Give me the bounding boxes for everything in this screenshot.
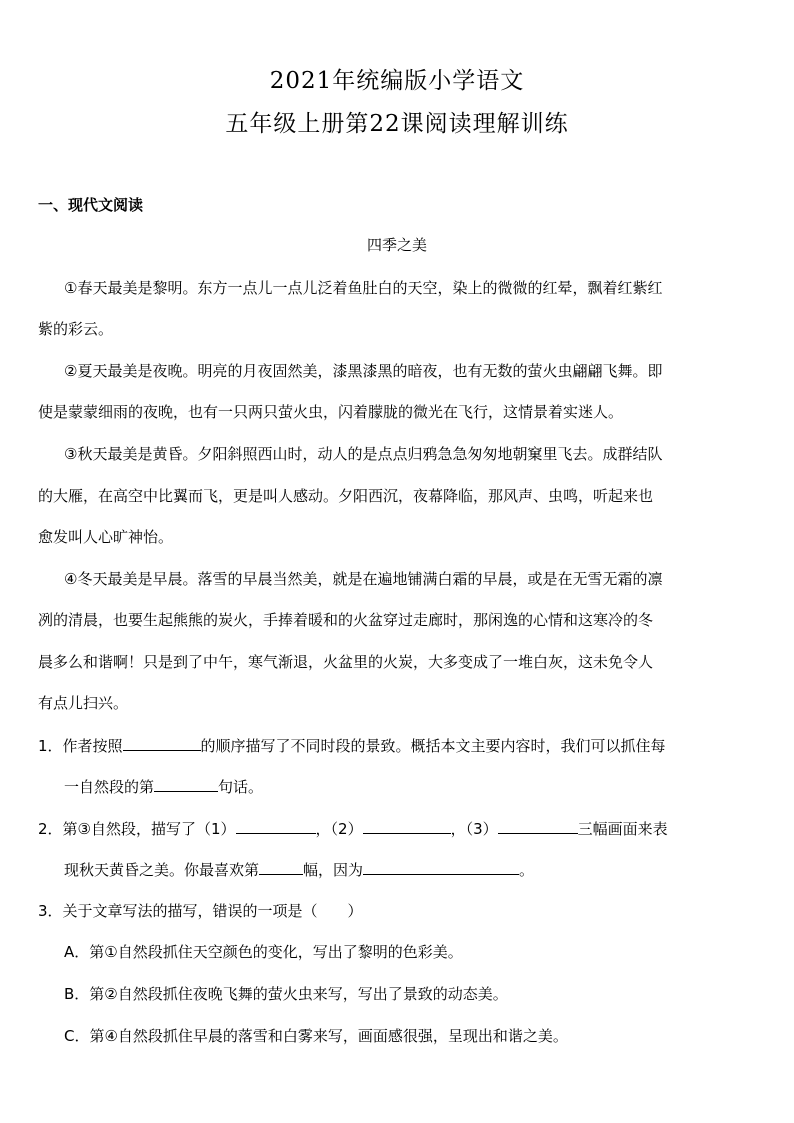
section-heading: 一、现代文阅读 (38, 196, 144, 214)
question-2-text-g: 。 (519, 861, 535, 879)
question-2-text-b: ，（2） (315, 820, 363, 838)
question-1-text-d: 句话。 (218, 778, 264, 796)
passage-p4-line1: ④冬天最美是早晨。落雪的早晨当然美，就是在遍地铺满白霜的早晨，或是在无雪无霜的凛 (64, 570, 663, 588)
worksheet-title-line2: 五年级上册第22课阅读理解训练 (225, 111, 569, 137)
passage-p3-line1: ③秋天最美是黄昏。夕阳斜照西山时，动人的是点点归鸦急急匆匆地朝窠里飞去。成群结队 (64, 445, 663, 463)
question-1-blank-1[interactable] (123, 735, 201, 751)
passage-p4-line2: 冽的清晨，也要生起熊熊的炭火，手捧着暖和的火盆穿过走廊时，那闲逸的心情和这寒冷的冬 (38, 611, 654, 629)
question-1-line2 (64, 776, 263, 797)
question-3-option-a[interactable]: A．第①自然段抓住天空颜色的变化，写出了黎明的色彩美。 (64, 943, 463, 961)
question-2-blank-2[interactable] (363, 818, 451, 834)
passage-p3-line2: 的大雁，在高空中比翼而飞，更是叫人感动。夕阳西沉，夜幕降临，那风声、虫鸣，听起来也 (38, 487, 654, 505)
question-2-text-a: 2．第③自然段，描写了（1） (38, 820, 236, 838)
question-3-option-b[interactable]: B．第②自然段抓住夜晚飞舞的萤火虫来写，写出了景致的动态美。 (64, 985, 508, 1003)
question-2-text-d: 三幅画面来表 (577, 820, 668, 838)
question-2-line2 (64, 859, 534, 880)
passage-p1-line1: ①春天最美是黎明。东方一点儿一点儿泛着鱼肚白的天空，染上的微微的红晕，飘着红紫红 (64, 279, 663, 297)
question-2-text-e: 现秋天黄昏之美。你最喜欢第 (64, 861, 260, 879)
passage-p1-line2: 紫的彩云。 (38, 320, 114, 338)
question-2-blank-4[interactable] (259, 859, 303, 875)
passage-title: 四季之美 (366, 236, 427, 254)
question-1-text-b: 的顺序描写了不同时段的景致。概括本文主要内容时，我们可以抓住每 (200, 737, 666, 755)
question-2-blank-3[interactable] (498, 818, 578, 834)
question-1-text-c: 一自然段的第 (64, 778, 155, 796)
passage-p4-line4: 有点儿扫兴。 (38, 694, 129, 712)
question-1-line1 (38, 735, 666, 756)
worksheet-title-line1: 2021年统编版小学语文 (269, 68, 525, 94)
question-2-blank-5[interactable] (363, 859, 519, 875)
question-1-text-a: 1．作者按照 (38, 737, 123, 755)
question-3-stem: 3．关于文章写法的描写，错误的一项是（ ） (38, 902, 363, 920)
passage-p4-line3: 晨多么和谐啊！只是到了中午，寒气渐退，火盆里的火炭，大多变成了一堆白灰，这未免令人 (38, 653, 654, 671)
passage-p3-line3: 愈发叫人心旷神怡。 (38, 528, 174, 546)
question-2-text-c: ，（3） (450, 820, 498, 838)
question-3-option-c[interactable]: C．第④自然段抓住早晨的落雪和白雾来写，画面感很强，呈现出和谐之美。 (64, 1027, 568, 1045)
passage-p2-line1: ②夏天最美是夜晚。明亮的月夜固然美，漆黑漆黑的暗夜，也有无数的萤火虫翩翩飞舞。即 (64, 362, 663, 380)
question-2-text-f: 幅，因为 (303, 861, 364, 879)
passage-p2-line2: 使是蒙蒙细雨的夜晚，也有一只两只萤火虫，闪着朦胧的微光在飞行，这情景着实迷人。 (38, 403, 624, 421)
question-2-line1 (38, 818, 668, 839)
question-1-blank-2[interactable] (154, 776, 218, 792)
question-2-blank-1[interactable] (236, 818, 316, 834)
